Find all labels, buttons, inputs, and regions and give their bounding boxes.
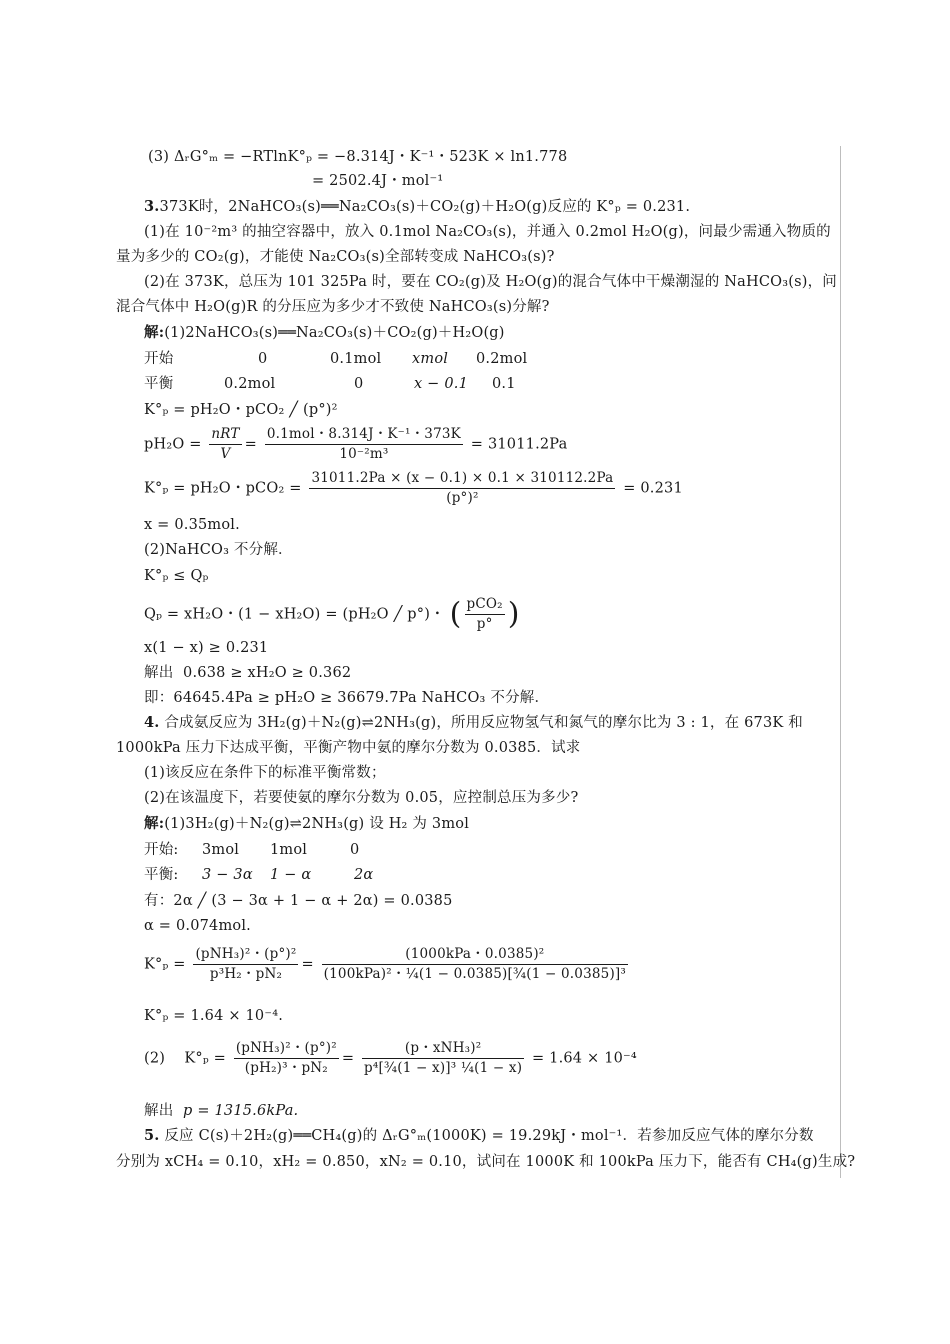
fraction xyxy=(209,426,241,463)
row-label: 平衡: xyxy=(144,867,179,883)
line-3-delta-g: (3) ΔᵣG°ₘ = −RTlnK°ₚ = −8.314J・K⁻¹・523K × ln1.778 xyxy=(148,149,568,165)
question-number: 3. xyxy=(144,198,160,215)
fraction xyxy=(265,426,463,463)
solution-label: 解: xyxy=(144,324,165,341)
question-4-a xyxy=(144,712,803,734)
result-label: 解出 xyxy=(144,1103,174,1119)
solve-label: 解出 xyxy=(144,665,174,681)
row-cell: xmol xyxy=(412,351,449,367)
row-cell: 0.1 xyxy=(492,376,516,392)
reaction-text: (1)2NaHCO₃(s)══Na₂CO₃(s)＋CO₂(g)＋H₂O(g) xyxy=(164,325,505,341)
fraction-denominator: V xyxy=(220,446,231,462)
fraction-numerator: (pNH₃)²・(p°)² xyxy=(193,946,298,965)
fraction xyxy=(193,946,298,983)
result-text: p = 1315.6kPa. xyxy=(183,1103,299,1119)
kp-definition: K°ₚ = pH₂O・pCO₂ ╱ (p°)² xyxy=(144,402,338,418)
solution-3-reaction xyxy=(144,322,505,344)
row-equilibrium xyxy=(144,864,374,886)
fraction-numerator: 31011.2Pa × (x − 0.1) × 0.1 × 310112.2Pa xyxy=(309,470,615,489)
solution-label: 解: xyxy=(144,815,165,832)
fraction-numerator: nRT xyxy=(209,426,241,445)
solve-text: 0.638 ≥ xH₂O ≥ 0.362 xyxy=(183,665,352,681)
question-text: 373K时，2NaHCO₃(s)══Na₂CO₃(s)＋CO₂(g)＋H₂O(g)反应的 K°ₚ = 0.231. xyxy=(159,199,691,215)
question-text: 反应 C(s)＋2H₂(g)══CH₄(g)的 ΔᵣG°ₘ(1000K) = 19.29kJ・mol⁻¹．若参加反应气体的摩尔分数 xyxy=(164,1128,814,1144)
part-label: (2) xyxy=(144,1050,166,1067)
kp4-equation: K°ₚ = $\frac{\text{(pNH₃)²・(p°)²}}{\text{p³H₂・pN₂}}$ = $\frac{\text{(1000kPa・0.0385)²}}{\text{(100kPa)²・¼(1 − 0.0385)[¾(1 − 0.0385)]³}}$ xyxy=(144,946,626,982)
eq-lhs: K°ₚ = xyxy=(144,956,186,973)
fraction-denominator: 10⁻²m³ xyxy=(339,446,389,462)
reaction-text: (1)3H₂(g)＋N₂(g)⇌2NH₃(g) 设 H₂ 为 3mol xyxy=(164,816,470,832)
eq-rhs: = 31011.2Pa xyxy=(470,436,568,453)
question-3-part1-b: 量为多少的 CO₂(g)，才能使 Na₂CO₃(s)全部转变成 NaHCO₃(s)? xyxy=(116,249,555,265)
row-cell: 1 − α xyxy=(270,867,312,883)
row-equilibrium xyxy=(144,373,516,395)
paren-open: ( xyxy=(449,596,462,632)
row-cell: 0 xyxy=(354,376,364,392)
row-cell: 0 xyxy=(258,351,268,367)
fraction xyxy=(234,1040,339,1077)
fraction-numerator: (pNH₃)²・(p°)² xyxy=(234,1040,339,1059)
question-5-b: 分别为 xCH₄ = 0.10，xH₂ = 0.850，xN₂ = 0.10，试问在 1000K 和 100kPa 压力下，能否有 CH₄(g)生成? xyxy=(116,1154,856,1170)
row-cell: 0.2mol xyxy=(224,376,276,392)
part2-inequality: K°ₚ ≤ Qₚ xyxy=(144,568,209,584)
question-text: 合成氨反应为 3H₂(g)＋N₂(g)⇌2NH₃(g)，所用反应物氢气和氮气的摩尔比为 3 : 1，在 673K 和 xyxy=(164,715,803,731)
part2-statement: (2)NaHCO₃ 不分解． xyxy=(144,542,293,558)
fraction-denominator: p⁴[¾(1 − x)]³ ¼(1 − x) xyxy=(364,1060,523,1076)
eq-lhs: Qₚ = xH₂O・(1 − xH₂O) = (pH₂O ╱ p°)・ xyxy=(144,606,445,623)
fraction-denominator: p³H₂・pN₂ xyxy=(209,966,283,982)
line-3-result: = 2502.4J・mol⁻¹ xyxy=(312,173,444,189)
fraction-numerator: 0.1mol・8.314J・K⁻¹・373K xyxy=(265,426,463,445)
page-border xyxy=(840,146,841,1178)
row-cell: 1mol xyxy=(270,842,308,858)
fraction xyxy=(322,946,628,983)
fraction-denominator: (pH₂)³・pN₂ xyxy=(244,1060,328,1076)
row-cell: 0.1mol xyxy=(330,351,382,367)
row-cell: 3mol xyxy=(202,842,240,858)
x-result: x = 0.35mol. xyxy=(144,517,240,533)
question-3-part2-a: (2)在 373K，总压为 101 325Pa 时，要在 CO₂(g)及 H₂O(g)的混合气体中干燥潮湿的 NaHCO₃(s)，问 xyxy=(144,274,837,290)
eq-rhs: = 1.64 × 10⁻⁴ xyxy=(531,1050,637,1067)
pressure-result xyxy=(144,1100,298,1122)
quadratic-inequality: x(1 − x) ≥ 0.231 xyxy=(144,640,269,656)
qp-equation xyxy=(144,596,520,636)
eq-lhs: pH₂O = xyxy=(144,436,202,453)
row-label: 平衡 xyxy=(144,376,174,392)
row-cell: x − 0.1 xyxy=(414,376,469,392)
eq-lhs: K°ₚ = pH₂O・pCO₂ = xyxy=(144,480,302,497)
question-number: 4. xyxy=(144,714,160,731)
row-start xyxy=(144,839,360,861)
question-5-a xyxy=(144,1125,814,1147)
question-4-b: 1000kPa 压力下达成平衡，平衡产物中氨的摩尔分数为 0.0385．试求 xyxy=(116,740,581,756)
part2-kp-equation: (2) K°ₚ = $\frac{\text{(pNH₃)²・(p°)²}}{\text{(pH₂)³・pN₂}}$ = $\frac{\text{(p・xNH₃)²}}{\text{p⁴[¾(1 − x)]³ ¼(1 − x)}}$ = 1.64 × 10⁻⁴ xyxy=(144,1040,637,1076)
row-cell: 0.2mol xyxy=(476,351,528,367)
fraction xyxy=(465,596,505,633)
question-number: 5. xyxy=(144,1127,160,1144)
kp-substitution xyxy=(144,470,683,506)
fraction-denominator: (100kPa)²・¼(1 − 0.0385)[¾(1 − 0.0385)]³ xyxy=(323,966,626,982)
mole-fraction-equation: 有：2α ╱ (3 − 3α + 1 − α + 2α) = 0.0385 xyxy=(144,893,453,909)
fraction-numerator: pCO₂ xyxy=(465,596,505,615)
alpha-result: α = 0.074mol. xyxy=(144,918,251,934)
row-label: 开始: xyxy=(144,842,179,858)
row-start xyxy=(144,348,528,370)
kp4-result: K°ₚ = 1.64 × 10⁻⁴. xyxy=(144,1008,284,1024)
row-cell: 2α xyxy=(354,867,374,883)
question-4-part2: (2)在该温度下，若要使氨的摩尔分数为 0.05，应控制总压为多少? xyxy=(144,790,579,806)
question-3 xyxy=(144,196,690,218)
fraction-numerator: (1000kPa・0.0385)² xyxy=(322,946,628,965)
paren-close: ) xyxy=(507,596,520,632)
fraction-denominator: p° xyxy=(476,616,493,632)
row-label: 开始 xyxy=(144,351,174,367)
question-4-part1: (1)该反应在条件下的标准平衡常数； xyxy=(144,765,386,781)
question-3-part1-a: (1)在 10⁻²m³ 的抽空容器中，放入 0.1mol Na₂CO₃(s)，并通入 0.2mol H₂O(g)，问最少需通入物质的 xyxy=(144,224,831,240)
pressure-range: 即：64645.4Pa ≥ pH₂O ≥ 36679.7Pa NaHCO₃ 不分解． xyxy=(144,690,550,706)
row-cell: 3 − 3α xyxy=(202,867,253,883)
row-cell: 0 xyxy=(350,842,360,858)
question-3-part2-b: 混合气体中 H₂O(g)R 的分压应为多少才不致使 NaHCO₃(s)分解? xyxy=(116,299,550,315)
fraction xyxy=(362,1040,524,1077)
ph2o-equation: pH₂O = $\frac{\text{nRT}}{V}$ = $\frac{\text{0.1mol・8.314J・K⁻¹・373K}}{\text{10⁻²m³}}$ = 31011.2Pa xyxy=(144,426,568,462)
eq-rhs: = 0.231 xyxy=(623,480,683,497)
fraction xyxy=(309,470,615,507)
fraction-denominator: (p°)² xyxy=(446,490,479,506)
solve-line xyxy=(144,662,351,684)
fraction-numerator: (p・xNH₃)² xyxy=(362,1040,524,1059)
solution-4-reaction xyxy=(144,813,469,835)
eq-lhs: K°ₚ = xyxy=(184,1050,227,1067)
